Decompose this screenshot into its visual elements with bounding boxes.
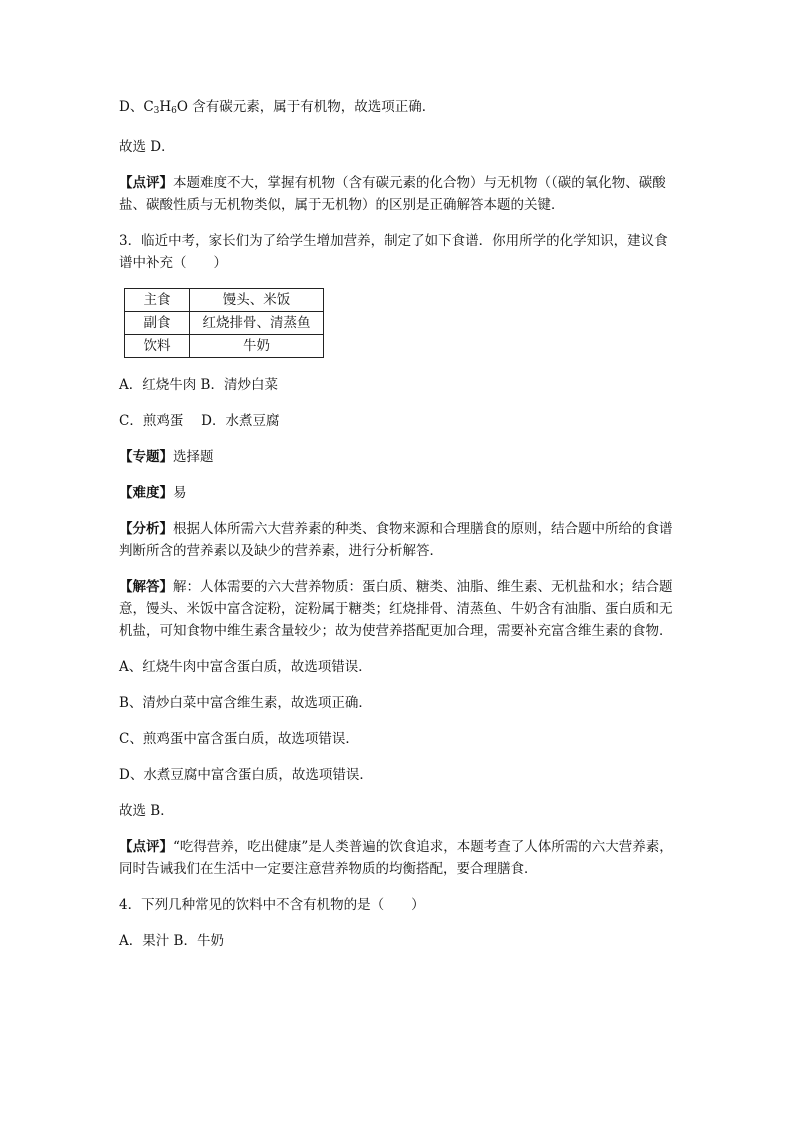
solution-option-a: A、红烧牛肉中富含蛋白质，故选项错误． bbox=[119, 659, 372, 675]
table-row bbox=[125, 289, 324, 312]
solution-option-c: C、煎鸡蛋中富含蛋白质，故选项错误． bbox=[119, 731, 359, 747]
table-cell: 红烧排骨、清蒸鱼 bbox=[190, 312, 324, 335]
solution-option-b: B、清炒白菜中富含维生素，故选项正确． bbox=[119, 695, 372, 711]
question-4-options: A．果汁 B．牛奶 bbox=[119, 933, 224, 949]
comment-paragraph: 【点评】“吃得营养，吃出健康”是人类普遍的饮食追求，本题考查了人体所需的六大营养素，同时告诫我们在生活中一定要注意营养物质的均衡搭配，要合理膳食． bbox=[119, 839, 673, 877]
answer-option-d-line: D、$C_3H_6O$ 含有碳元素，属于有机物，故选项正确． bbox=[119, 99, 436, 116]
comment-paragraph: 【点评】本题难度不大，掌握有机物（含有碳元素的化合物）与无机物（（碳的氧化物、碳酸盐、碳酸性质与无机物类似，属于无机物）的区别是正确解答本题的关键． bbox=[119, 175, 666, 213]
answer-choice-line: 故选 D． bbox=[119, 139, 175, 155]
topic-line: 【专题】选择题 bbox=[119, 449, 214, 465]
options-cd: C．煎鸡蛋 D．水煮豆腐 bbox=[119, 413, 280, 429]
analysis-paragraph: 【分析】根据人体所需六大营养素的种类、食物来源和合理膳食的原则，结合题中所给的食谱判断所含的营养素以及缺少的营养素，进行分析解答． bbox=[119, 521, 673, 559]
solution-paragraph: 【解答】解：人体需要的六大营养物质：蛋白质、糖类、油脂、维生素、无机盐和水；结合题意，馒头、米饭中富含淀粉，淀粉属于糖类；红烧排骨、清蒸鱼、牛奶含有油脂、蛋白质和无机盐，可知食物中维生素含量较少；故为使营养搭配更加合理，需要补充富含维生素的食物． bbox=[119, 579, 673, 639]
menu-table bbox=[124, 288, 324, 358]
question-4: 4．下列几种常见的饮料中不含有机物的是（ ） bbox=[119, 897, 425, 913]
table-row bbox=[125, 335, 324, 358]
answer-choice-line: 故选 B． bbox=[119, 803, 174, 819]
table-cell: 主食 bbox=[125, 289, 190, 312]
options-ab: A．红烧牛肉 B．清炒白菜 bbox=[119, 377, 278, 393]
difficulty-line: 【难度】易 bbox=[119, 485, 187, 501]
table-row bbox=[125, 312, 324, 335]
solution-option-d: D、水煮豆腐中富含蛋白质，故选项错误． bbox=[119, 767, 373, 783]
question-3: 3．临近中考，家长们为了给学生增加营养，制定了如下食谱．你用所学的化学知识，建议食谱中补充（ ） bbox=[119, 233, 668, 271]
document-page bbox=[119, 96, 679, 966]
table-cell: 饮料 bbox=[125, 335, 190, 358]
table-cell: 牛奶 bbox=[190, 335, 324, 358]
table-cell: 副食 bbox=[125, 312, 190, 335]
table-cell: 馒头、米饭 bbox=[190, 289, 324, 312]
